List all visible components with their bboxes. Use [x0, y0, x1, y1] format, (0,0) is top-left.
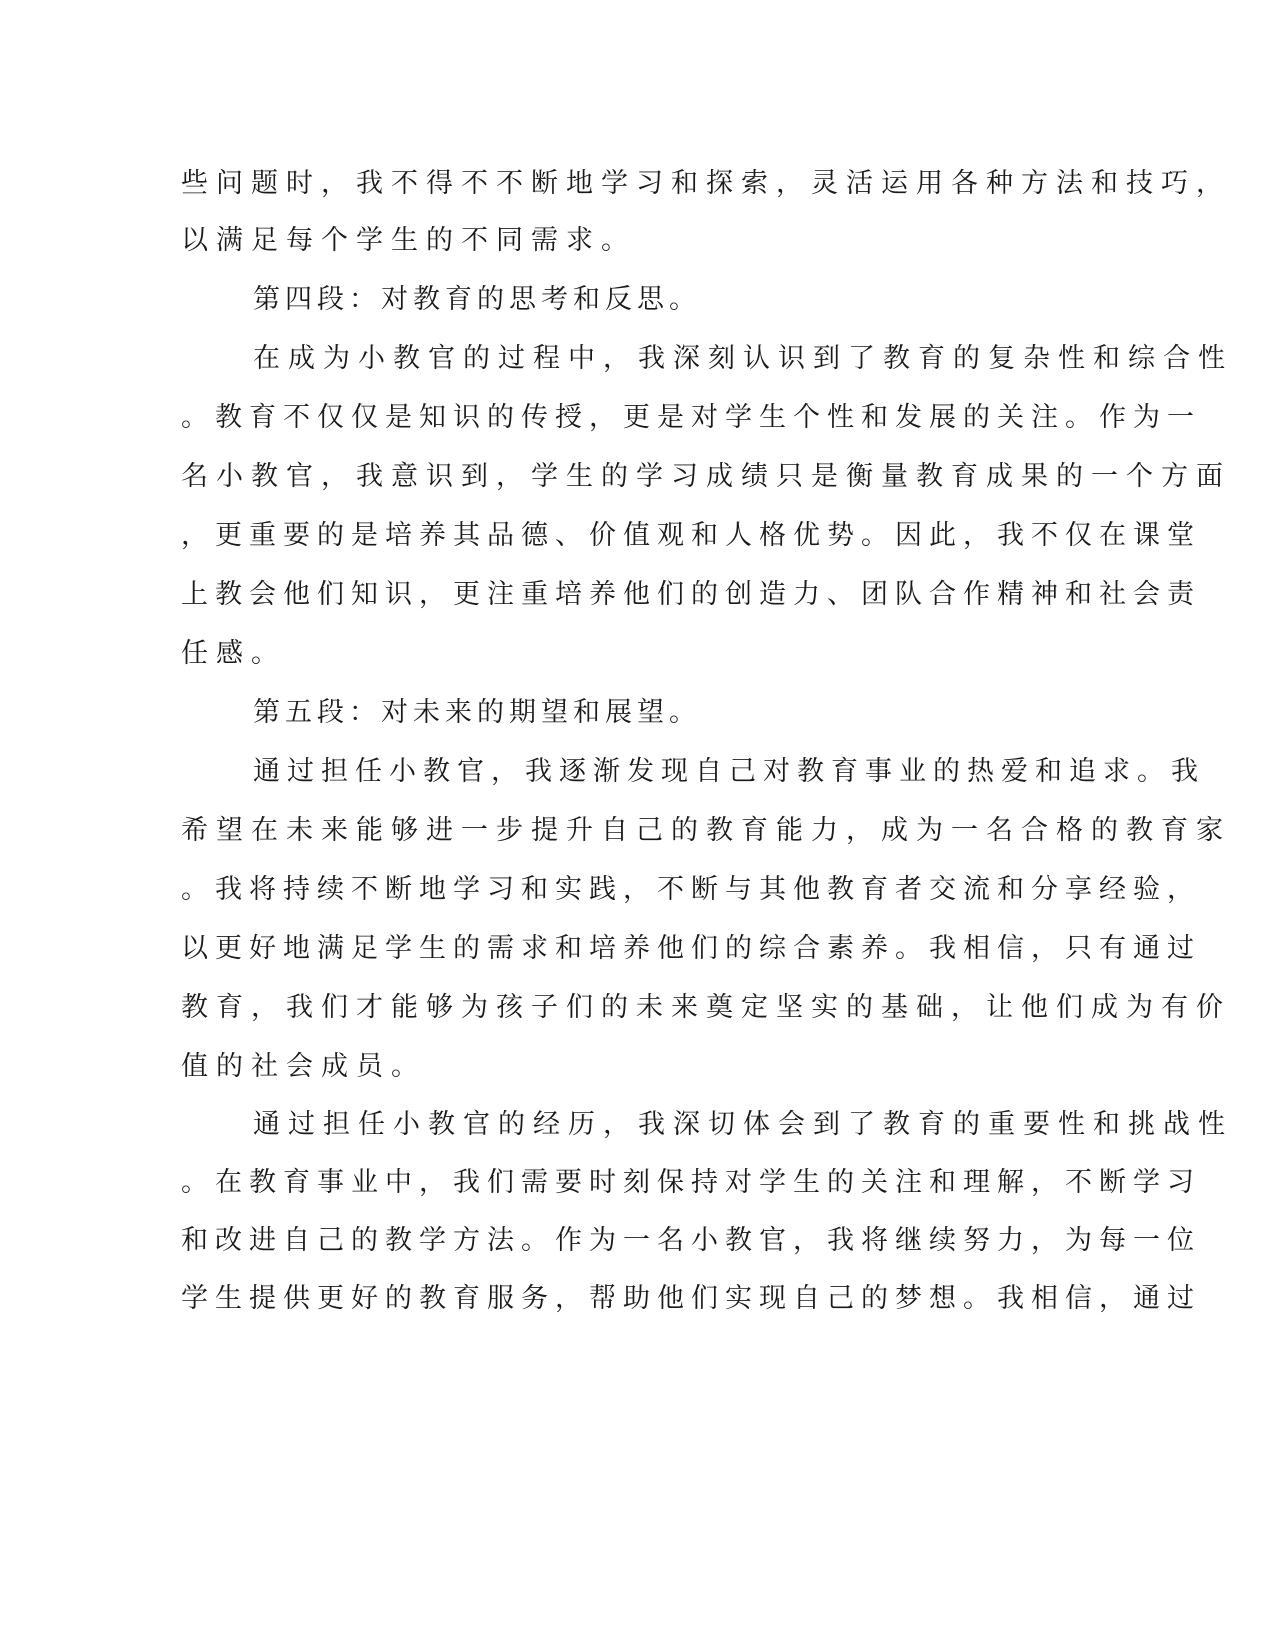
text-line: 以满足每个学生的不同需求。 [181, 225, 636, 256]
text-line: 在成为小教官的过程中，我深刻认识到了教育的复杂性和综合性 [253, 343, 1233, 374]
text-line: 学生提供更好的教育服务，帮助他们实现自己的梦想。我相信，通过 [181, 1283, 1201, 1314]
section-heading: 第五段：对未来的期望和展望。 [253, 697, 701, 728]
text-line: 通过担任小教官的经历，我深切体会到了教育的重要性和挑战性 [253, 1109, 1233, 1140]
text-line: 通过担任小教官，我逐渐发现自己对教育事业的热爱和追求。我 [253, 756, 1205, 787]
text-line: 任感。 [181, 638, 286, 669]
text-line: 以更好地满足学生的需求和培养他们的综合素养。我相信，只有通过 [181, 933, 1201, 964]
text-line: ，更重要的是培养其品德、价值观和人格优势。因此，我不仅在课堂 [181, 520, 1201, 551]
text-line: 。教育不仅仅是知识的传授，更是对学生个性和发展的关注。作为一 [181, 402, 1201, 433]
text-line: 。我将持续不断地学习和实践，不断与其他教育者交流和分享经验， [181, 874, 1201, 905]
text-line: 教育，我们才能够为孩子们的未来奠定坚实的基础，让他们成为有价 [181, 992, 1231, 1023]
text-line: 希望在未来能够进一步提升自己的教育能力，成为一名合格的教育家 [181, 815, 1231, 846]
text-line: 值的社会成员。 [181, 1051, 426, 1082]
text-line: 名小教官，我意识到，学生的学习成绩只是衡量教育成果的一个方面 [181, 461, 1231, 492]
text-line: 些问题时，我不得不不断地学习和探索，灵活运用各种方法和技巧， [181, 168, 1231, 199]
text-line: 上教会他们知识，更注重培养他们的创造力、团队合作精神和社会责 [181, 579, 1201, 610]
section-heading: 第四段：对教育的思考和反思。 [253, 284, 701, 315]
text-line: 。在教育事业中，我们需要时刻保持对学生的关注和理解，不断学习 [181, 1167, 1201, 1198]
text-line: 和改进自己的教学方法。作为一名小教官，我将继续努力，为每一位 [181, 1225, 1201, 1256]
